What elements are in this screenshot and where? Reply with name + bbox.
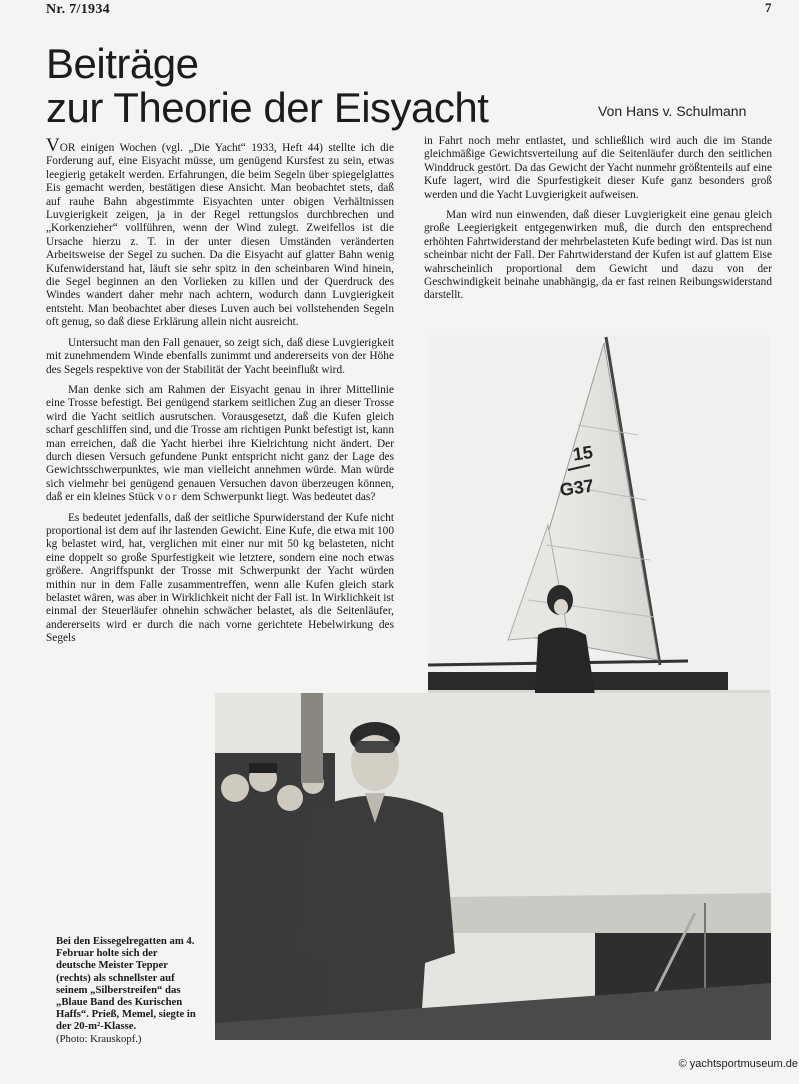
paragraph-text: OR einigen Wochen (vgl. „Die Yacht“ 1933, Heft 44) stellte ich die Forderung auf, eine Eisyacht müsse, um genügend Kursfest zu sein, etwas leegierig getakelt werden. Erfahrungen, die beim Segeln über spiegelglattes Eis gemacht werden, bestätigen diese Ansicht. Man beobachtet stets, daß auf rauhe Bahn abgestimmte Eisyachten unter obigen Verhältnissen Luvgierigkeit zeigen, ja in der Regel rettungslos durchbrechen und „Korkenzieher“ vollführen, wenn der Wind zulegt. Zweifellos ist die Ursache hierzu z. T. in der unter diesen Umständen veränderten Arbeitsweise der Segel zu suchen. Da die Eisyacht auf glatter Bahn wenig Kufenwiderstand hat, läuft sie sehr spitz in den scheinbaren Wind hinein, die Segel beginnen an den Vorlieken zu killen und der Querdruck des Windes wandert daher mehr nach achtern, wodurch dann Luvgierigkeit entsteht. Man beobachtet aber dieses Luven auch bei vollstehenden Segeln oft genug, so daß diese Erklärung allein nicht ausreicht. (46, 142, 394, 329)
sailors-illustration (215, 693, 771, 1040)
title-line-2: zur Theorie der Eisyacht (46, 84, 489, 131)
issue-number: Nr. 7/1934 (46, 2, 110, 17)
photo-credit: (Photo: Krauskopf.) (56, 1032, 142, 1045)
paragraph (46, 135, 394, 330)
author-byline: Von Hans v. Schulmann (598, 103, 747, 119)
paragraph (46, 384, 394, 505)
paragraph: Es bedeutet jedenfalls, daß der seitliche Spurwiderstand der Kufe nicht proportional ist dem auf ihr lastenden Gewicht. Eine Kufe, die etwa mit 100 kg belastet wird, hat, verglichen mit einer nur mit 50 kg belasteten, nicht eine doppelt so große Spurfestigkeit wie letztere, sondern eine noch etwas größere. Angriffspunkt der Trosse mit Schwerpunkt der Yacht würden mithin nur in dem Falle zusammentreffen, wenn alle Kufen gleich stark belastet wären, was aber in Wirklichkeit nicht der Fall ist. In Wirklichkeit ist einmal der Steuerläufer ohnehin schwächer belastet, als die Seitenläufer, andererseits wird er durch die nach vorne gerichtete Hebelwirkung des Segels (46, 511, 394, 645)
page-number: 7 (765, 0, 772, 15)
article-title (46, 42, 606, 130)
paragraph: Man wird nun einwenden, daß dieser Luvgierigkeit eine genau gleich große Leegierigkeit entgegenwirken muß, die durch den entsprechend erhöhten Fahrtwiderstand der mehrbelasteten Kufe bedingt wird. Das ist nun scheinbar nicht der Fall. Der Fahrtwiderstand der Kufen ist auf glattem Eise wahrscheinlich proportional dem Gewicht und dazu von der Geschwindigkeit beinahe unabhängig, da er fast reinen Reibungswiderstand darstellt. (424, 209, 772, 302)
watermark: © yachtsportmuseum.de (678, 1058, 798, 1070)
paragraph: in Fahrt noch mehr entlastet, und schließlich wird auch die im Stande gleichmäßige Gewichtsverteilung auf die Seitenläufer durch den seitlichen Winddruck gestört. Da das Gewicht der Yacht nunmehr größtenteils auf eine Kufe lagert, wird die Spurfestigkeit dieser Kufe ganz besonders groß werden und die Yacht Luvgierigkeit aufweisen. (424, 135, 772, 201)
sail-number-bottom: G37 (558, 475, 596, 501)
emphasis-text: vor (157, 491, 179, 504)
left-text-column (46, 135, 394, 653)
drop-cap: V (46, 135, 60, 156)
paragraph-text: dem Schwerpunkt liegt. Was bedeutet das? (181, 491, 376, 504)
paragraph-text: Man denke sich am Rahmen der Eisyacht genau in ihrer Mittellinie eine Trosse befestigt. Bei genügend starkem seitlichen Zug an dieser Trosse wird die Yacht seitlich ausrutschen. Vorausgesetzt, daß die Kufen gleich scharf geschliffen sind, und die Trosse am richtigen Punkt befestigt ist, kann man erreichen, daß die Yacht hierbei ihre Kielrichtung nicht ändert. Der durch diesen Versuch gefundene Punkt entspricht nicht ganz der Lage des Gewichtsschwerpunktes, wie man vielleicht annehmen würde. Man würde sich vielmehr bei genügend genauen Versuchen davon überzeugen können, daß er ein kleines Stück (46, 383, 394, 504)
sailors-group-photo (215, 693, 771, 1040)
title-line-1: Beiträge (46, 40, 199, 87)
paragraph: Untersucht man den Fall genauer, so zeigt sich, daß diese Luvgierigkeit mit zunehmendem Winde ebenfalls zunimmt und andererseits von der Höhe des Segels respektive von der Stabilität der Yacht beeinflußt wird. (46, 336, 394, 376)
right-text-column (424, 135, 772, 310)
caption-text: Bei den Eissegelregatten am 4. Februar holte sich der deutsche Meister Tepper (rechts) als schnellster auf seinem „Silberstreifen“ das „Blaue Band des Kurischen Haffs“. Prieß, Memel, siegte in der 20-m²-Klasse. (56, 935, 196, 1033)
photo-caption (56, 935, 196, 1045)
sail-number-top: 15 (571, 442, 595, 465)
